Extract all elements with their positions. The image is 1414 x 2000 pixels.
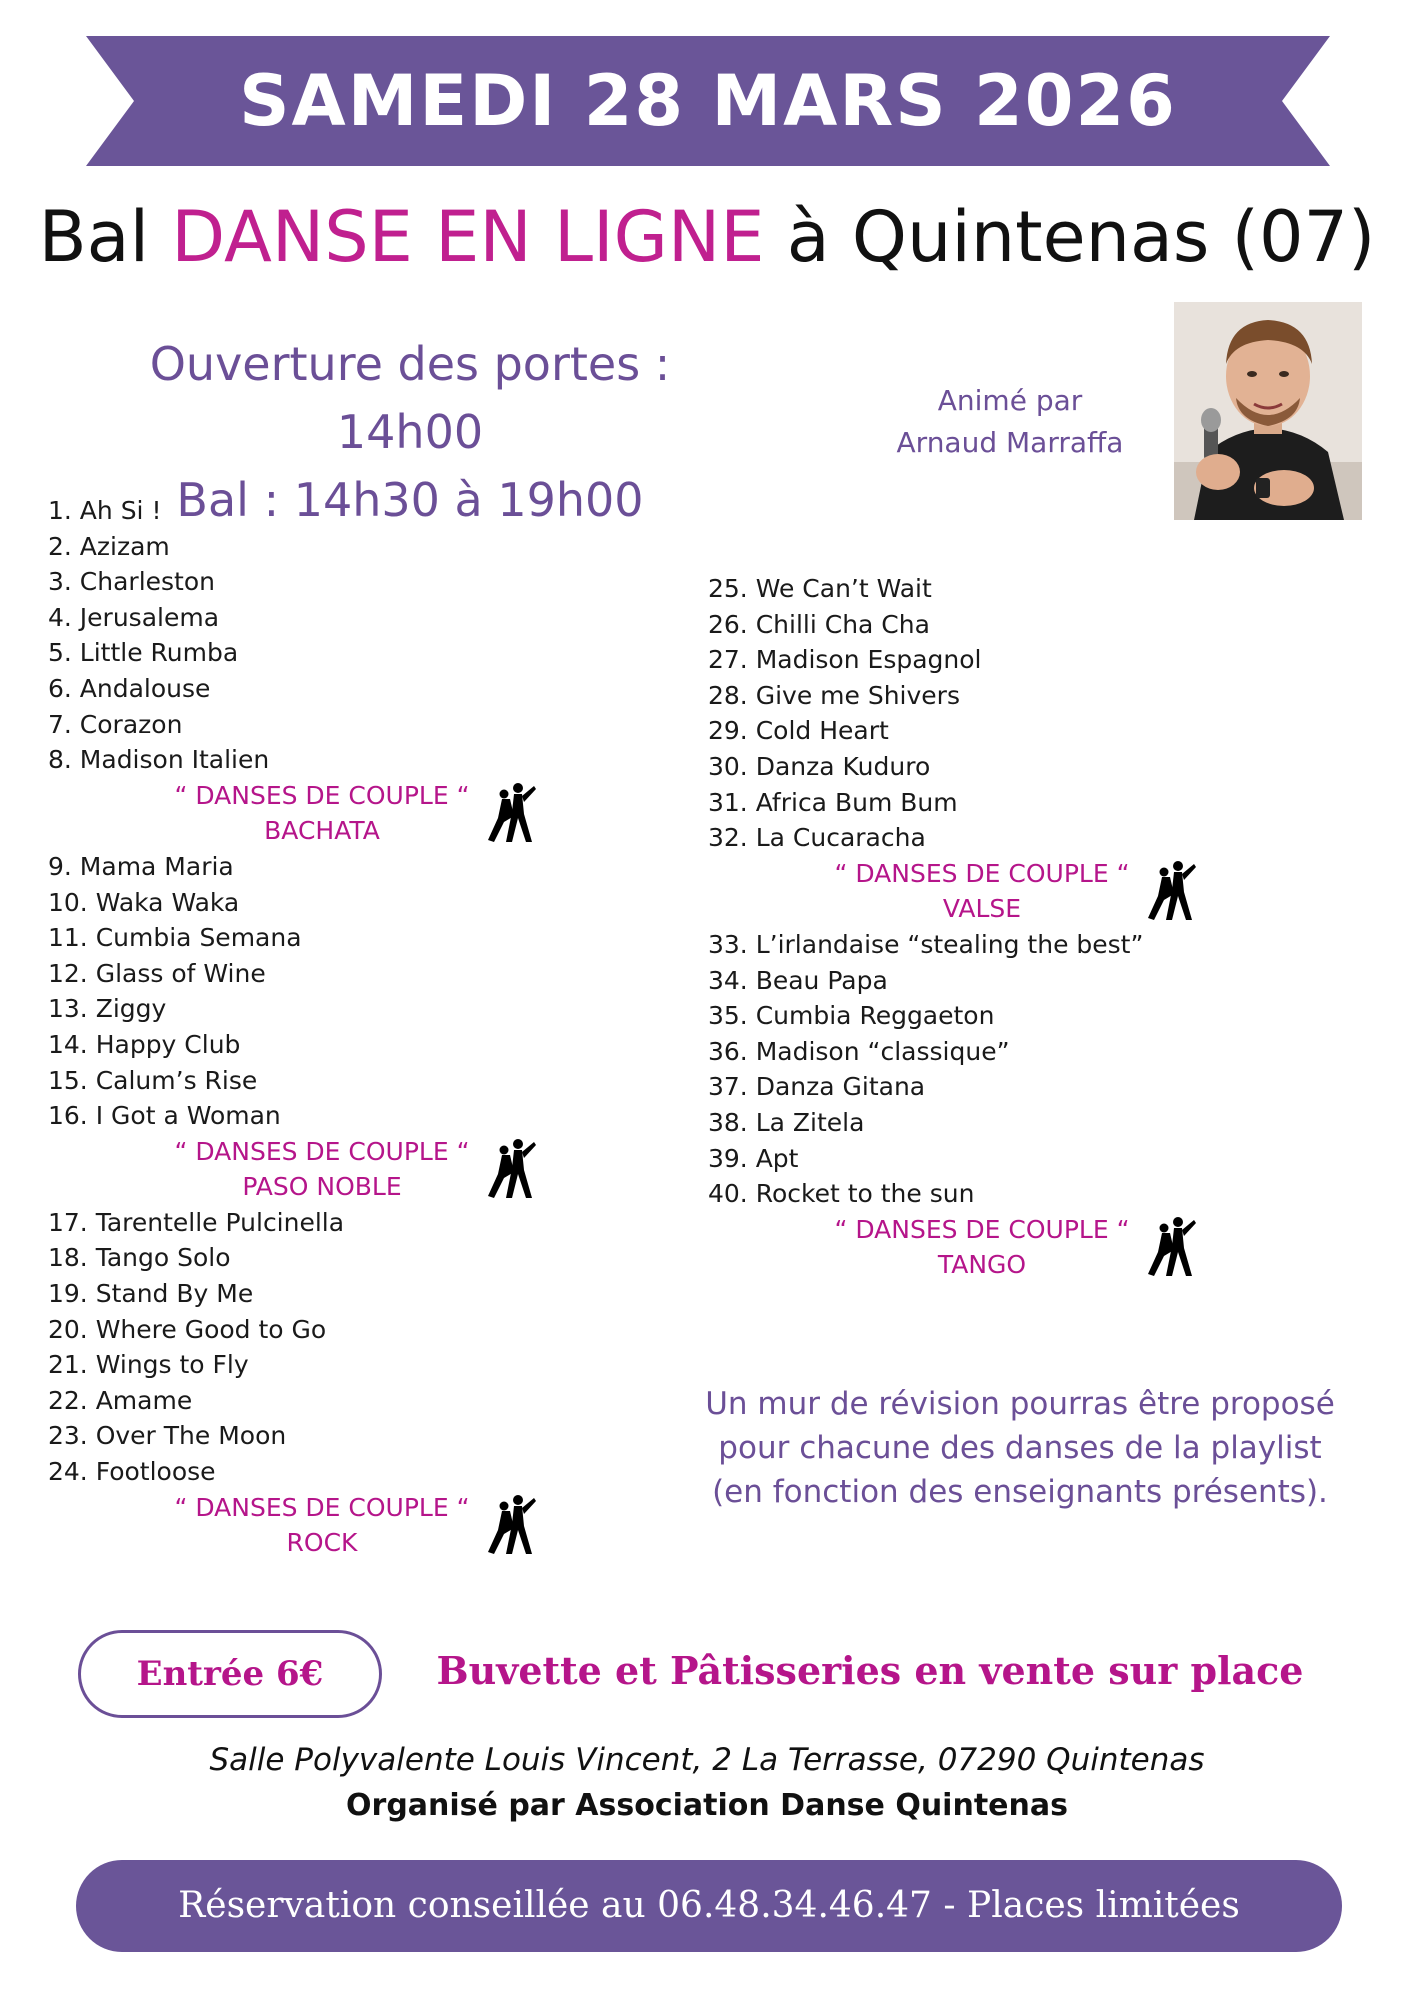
couple-dancer-icon [1144, 1216, 1202, 1278]
song-item: 36. Madison “classique” [708, 1036, 1010, 1066]
venue-address: Salle Polyvalente Louis Vincent, 2 La Terrasse, 07290 Quintenas [209, 1742, 1205, 1778]
song-item: 29. Cold Heart [708, 716, 889, 746]
song-item: 32. La Cucaracha [708, 823, 926, 853]
song-item: 25. We Can’t Wait [708, 574, 932, 603]
playlist-left [48, 493, 608, 1561]
couple-dance-name: BACHATA [264, 816, 380, 846]
song-item: 19. Stand By Me [48, 1279, 254, 1309]
couple-dance-title: “ DANSES DE COUPLE “ [174, 780, 470, 810]
song-item: 18. Tango Solo [48, 1243, 231, 1273]
song-item: 23. Over The Moon [48, 1421, 287, 1451]
song-item: 17. Tarentelle Pulcinella [48, 1207, 345, 1237]
song-item: 21. Wings to Fly [48, 1350, 249, 1380]
left-group-1 [48, 493, 608, 778]
song-item: 7. Corazon [48, 709, 183, 739]
song-item: 35. Cumbia Reggaeton [708, 1001, 995, 1031]
couple-dance-name: ROCK [286, 1528, 358, 1558]
date-banner [86, 36, 1330, 166]
title-prefix: Bal [38, 196, 150, 278]
song-item: 37. Danza Gitana [708, 1072, 926, 1102]
couple-dance-name: PASO NOBLE [242, 1172, 402, 1202]
reservation-banner: Réservation conseillée au 06.48.34.46.47 - Places limitées [76, 1860, 1342, 1952]
song-item: 26. Chilli Cha Cha [708, 609, 930, 639]
revision-line: (en fonction des enseignants présents). [712, 1474, 1328, 1510]
couple-dance-rock [48, 1490, 608, 1561]
couple-dance-title: “ DANSES DE COUPLE “ [174, 1136, 470, 1166]
couple-dance-title: “ DANSES DE COUPLE “ [174, 1492, 470, 1522]
revision-note [700, 1382, 1340, 1514]
song-item: 5. Little Rumba [48, 638, 239, 668]
revision-line: Un mur de révision pourras être proposé [705, 1386, 1335, 1422]
right-group-2 [708, 927, 1268, 1212]
song-item: 11. Cumbia Semana [48, 923, 302, 953]
song-item: 27. Madison Espagnol [708, 645, 982, 675]
couple-dance-name: TANGO [937, 1250, 1027, 1280]
song-item: 1. Ah Si ! [48, 496, 162, 525]
song-item: 4. Jerusalema [48, 602, 220, 632]
song-item: 40. Rocket to the sun [708, 1179, 975, 1209]
song-item: 8. Madison Italien [48, 745, 270, 775]
entry-price-badge: Entrée 6€ [78, 1630, 382, 1718]
couple-dance-tango [708, 1212, 1268, 1283]
song-item: 22. Amame [48, 1385, 193, 1415]
host-photo [1174, 302, 1362, 520]
song-item: 14. Happy Club [48, 1029, 241, 1059]
song-item: 16. I Got a Woman [48, 1101, 281, 1131]
title-highlight: DANSE EN LIGNE [171, 196, 765, 278]
couple-dancer-icon [484, 1138, 542, 1200]
song-item: 33. L’irlandaise “stealing the best” [708, 929, 1144, 959]
bal-time: Bal : 14h30 à 19h00 [176, 473, 644, 527]
song-item: 9. Mama Maria [48, 851, 234, 881]
host-label: Animé par [937, 384, 1083, 417]
song-item: 10. Waka Waka [48, 887, 240, 917]
song-item: 13. Ziggy [48, 994, 167, 1024]
song-item: 28. Give me Shivers [708, 680, 960, 710]
left-group-2 [48, 849, 608, 1134]
song-item: 3. Charleston [48, 567, 215, 597]
couple-dancer-icon [1144, 860, 1202, 922]
couple-dance-paso-noble [48, 1134, 608, 1205]
song-item: 39. Apt [708, 1143, 799, 1173]
left-group-3 [48, 1205, 608, 1490]
couple-dance-name: VALSE [942, 894, 1022, 924]
couple-dancer-icon [484, 1494, 542, 1556]
song-item: 24. Footloose [48, 1457, 216, 1487]
song-item: 30. Danza Kuduro [708, 751, 931, 781]
playlist-right [708, 571, 1268, 1283]
song-item: 34. Beau Papa [708, 965, 888, 995]
host-block [860, 380, 1160, 464]
buvette-text: Buvette et Pâtisseries en vente sur place [436, 1648, 1304, 1693]
title-suffix: à Quintenas (07) [786, 196, 1376, 278]
song-item: 2. Azizam [48, 531, 170, 561]
right-group-1 [708, 571, 1268, 856]
song-item: 15. Calum’s Rise [48, 1065, 258, 1095]
couple-dance-bachata [48, 778, 608, 849]
page-title [0, 196, 1414, 278]
song-item: 12. Glass of Wine [48, 958, 266, 988]
couple-dance-valse [708, 856, 1268, 927]
song-item: 6. Andalouse [48, 673, 211, 703]
revision-line: pour chacune des danses de la playlist [718, 1430, 1322, 1466]
organiser: Organisé par Association Danse Quintenas [346, 1788, 1068, 1823]
opening-time: Ouverture des portes : 14h00 [149, 337, 671, 459]
song-item: 38. La Zitela [708, 1107, 865, 1137]
event-date: SAMEDI 28 MARS 2026 [239, 60, 1177, 142]
couple-dance-title: “ DANSES DE COUPLE “ [834, 858, 1130, 888]
couple-dancer-icon [484, 782, 542, 844]
couple-dance-title: “ DANSES DE COUPLE “ [834, 1214, 1130, 1244]
host-name: Arnaud Marraffa [896, 426, 1124, 459]
song-item: 20. Where Good to Go [48, 1314, 327, 1344]
song-item: 31. Africa Bum Bum [708, 787, 958, 817]
